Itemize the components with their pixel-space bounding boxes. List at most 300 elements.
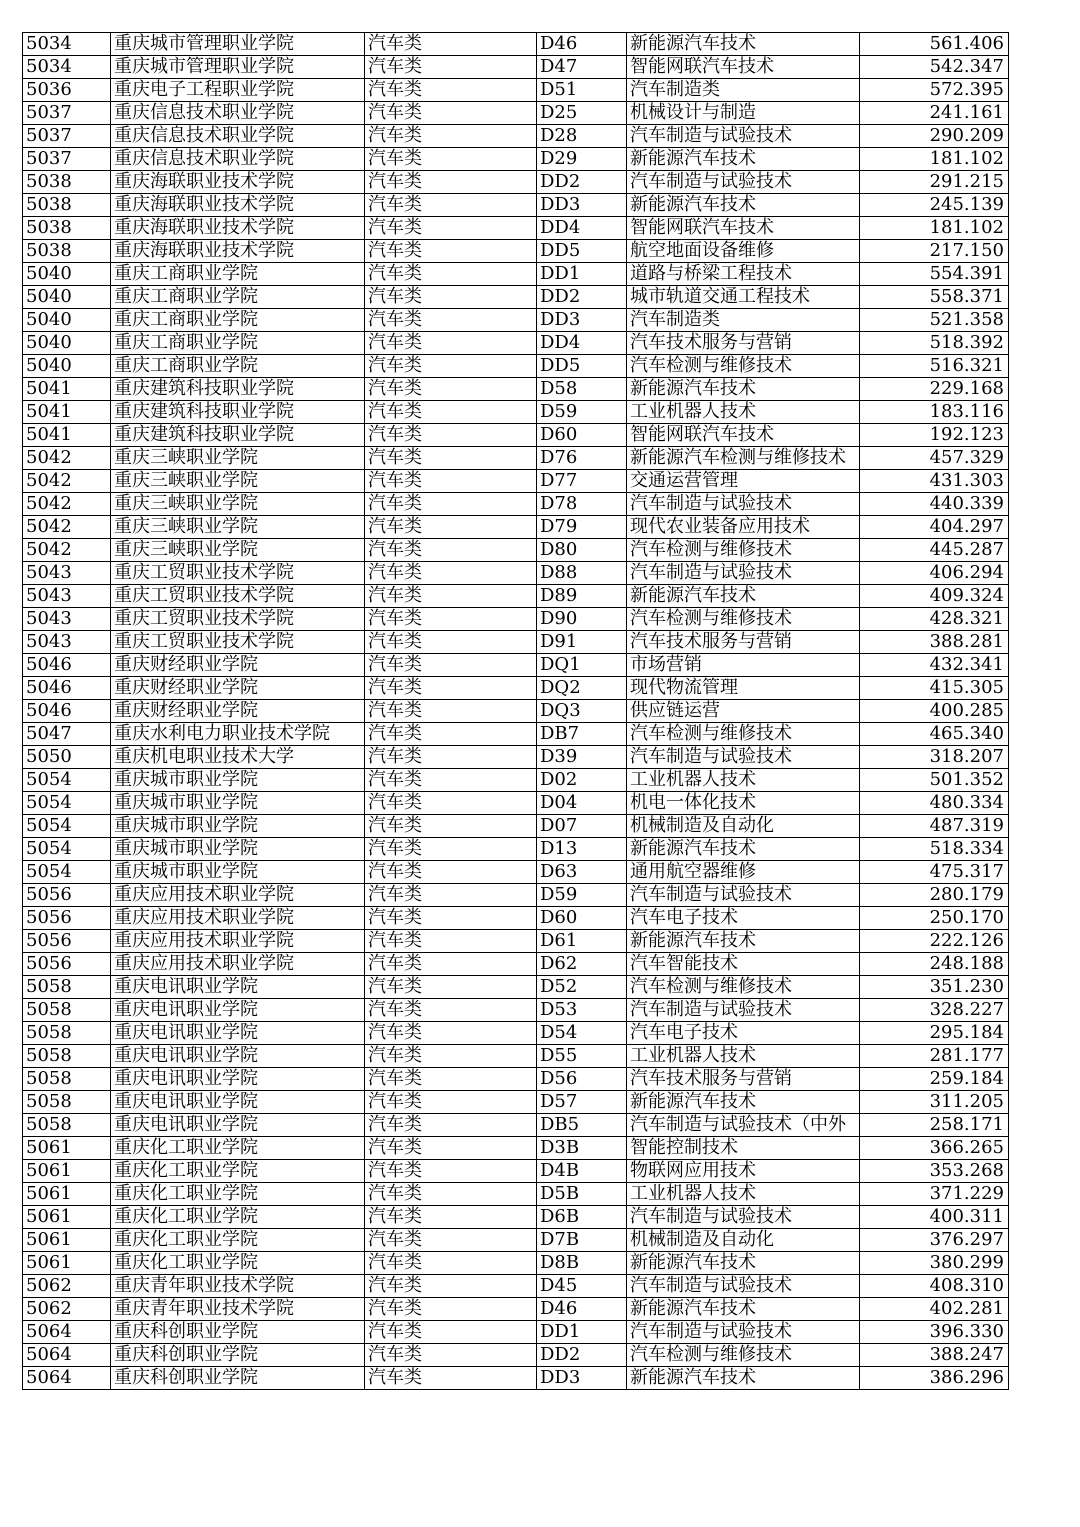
category-cell: 汽车类	[365, 1344, 537, 1367]
major-name-cell: 汽车制造与试验技术	[627, 125, 860, 148]
table-row	[23, 608, 1009, 631]
school-name-cell: 重庆青年职业技术学院	[111, 1275, 365, 1298]
major-name-cell: 机械制造及自动化	[627, 1229, 860, 1252]
table-row	[23, 1114, 1009, 1137]
major-code-cell: DD3	[537, 309, 627, 332]
major-name-cell: 汽车制造与试验技术	[627, 1275, 860, 1298]
school-name-cell: 重庆科创职业学院	[111, 1344, 365, 1367]
score-cell: 388.247	[860, 1344, 1009, 1367]
score-cell: 291.215	[860, 171, 1009, 194]
major-code-cell: D63	[537, 861, 627, 884]
score-cell: 241.161	[860, 102, 1009, 125]
category-cell: 汽车类	[365, 1298, 537, 1321]
table-row	[23, 907, 1009, 930]
major-name-cell: 市场营销	[627, 654, 860, 677]
major-name-cell: 汽车检测与维修技术	[627, 608, 860, 631]
table-row	[23, 1252, 1009, 1275]
school-name-cell: 重庆信息技术职业学院	[111, 125, 365, 148]
school-name-cell: 重庆三峡职业学院	[111, 516, 365, 539]
school-name-cell: 重庆工商职业学院	[111, 355, 365, 378]
score-table-sheet	[22, 32, 1008, 1390]
major-name-cell: 汽车检测与维修技术	[627, 723, 860, 746]
school-code-cell: 5042	[23, 447, 111, 470]
score-cell: 415.305	[860, 677, 1009, 700]
major-code-cell: D8B	[537, 1252, 627, 1275]
major-name-cell: 现代物流管理	[627, 677, 860, 700]
major-name-cell: 航空地面设备维修	[627, 240, 860, 263]
school-code-cell: 5061	[23, 1229, 111, 1252]
major-code-cell: D13	[537, 838, 627, 861]
category-cell: 汽车类	[365, 1114, 537, 1137]
major-name-cell: 智能网联汽车技术	[627, 56, 860, 79]
school-name-cell: 重庆工贸职业技术学院	[111, 608, 365, 631]
score-cell: 318.207	[860, 746, 1009, 769]
major-name-cell: 汽车制造与试验技术	[627, 1321, 860, 1344]
school-name-cell: 重庆三峡职业学院	[111, 447, 365, 470]
school-code-cell: 5040	[23, 332, 111, 355]
table-row	[23, 1137, 1009, 1160]
category-cell: 汽车类	[365, 56, 537, 79]
table-row	[23, 792, 1009, 815]
major-code-cell: D89	[537, 585, 627, 608]
score-cell: 487.319	[860, 815, 1009, 838]
score-cell: 554.391	[860, 263, 1009, 286]
school-code-cell: 5042	[23, 493, 111, 516]
major-name-cell: 通用航空器维修	[627, 861, 860, 884]
school-name-cell: 重庆城市管理职业学院	[111, 33, 365, 56]
score-cell: 351.230	[860, 976, 1009, 999]
category-cell: 汽车类	[365, 539, 537, 562]
category-cell: 汽车类	[365, 1091, 537, 1114]
school-code-cell: 5041	[23, 401, 111, 424]
category-cell: 汽车类	[365, 1022, 537, 1045]
score-cell: 518.334	[860, 838, 1009, 861]
table-body	[23, 33, 1009, 1390]
school-name-cell: 重庆青年职业技术学院	[111, 1298, 365, 1321]
score-cell: 259.184	[860, 1068, 1009, 1091]
major-code-cell: D28	[537, 125, 627, 148]
score-cell: 222.126	[860, 930, 1009, 953]
school-name-cell: 重庆城市职业学院	[111, 815, 365, 838]
major-name-cell: 机电一体化技术	[627, 792, 860, 815]
table-row	[23, 1091, 1009, 1114]
category-cell: 汽车类	[365, 769, 537, 792]
admission-score-table	[22, 32, 1009, 1390]
score-cell: 311.205	[860, 1091, 1009, 1114]
score-cell: 558.371	[860, 286, 1009, 309]
score-cell: 396.330	[860, 1321, 1009, 1344]
table-row	[23, 953, 1009, 976]
score-cell: 542.347	[860, 56, 1009, 79]
major-code-cell: D51	[537, 79, 627, 102]
major-code-cell: D5B	[537, 1183, 627, 1206]
school-code-cell: 5056	[23, 907, 111, 930]
score-cell: 457.329	[860, 447, 1009, 470]
table-row	[23, 884, 1009, 907]
category-cell: 汽车类	[365, 976, 537, 999]
school-name-cell: 重庆工商职业学院	[111, 332, 365, 355]
score-cell: 400.285	[860, 700, 1009, 723]
table-row	[23, 769, 1009, 792]
table-row	[23, 631, 1009, 654]
major-name-cell: 汽车智能技术	[627, 953, 860, 976]
major-code-cell: DD2	[537, 286, 627, 309]
table-row	[23, 815, 1009, 838]
school-name-cell: 重庆信息技术职业学院	[111, 102, 365, 125]
table-row	[23, 217, 1009, 240]
major-name-cell: 交通运营管理	[627, 470, 860, 493]
major-code-cell: D60	[537, 907, 627, 930]
table-row	[23, 401, 1009, 424]
table-row	[23, 1045, 1009, 1068]
table-row	[23, 700, 1009, 723]
category-cell: 汽车类	[365, 1045, 537, 1068]
table-row	[23, 838, 1009, 861]
category-cell: 汽车类	[365, 102, 537, 125]
major-code-cell: DD5	[537, 355, 627, 378]
category-cell: 汽车类	[365, 240, 537, 263]
major-name-cell: 汽车检测与维修技术	[627, 1344, 860, 1367]
major-code-cell: D53	[537, 999, 627, 1022]
school-name-cell: 重庆工商职业学院	[111, 309, 365, 332]
table-row	[23, 171, 1009, 194]
major-code-cell: D78	[537, 493, 627, 516]
table-row	[23, 424, 1009, 447]
major-name-cell: 工业机器人技术	[627, 769, 860, 792]
category-cell: 汽车类	[365, 631, 537, 654]
major-name-cell: 汽车制造类	[627, 79, 860, 102]
school-name-cell: 重庆机电职业技术大学	[111, 746, 365, 769]
major-code-cell: DB7	[537, 723, 627, 746]
major-name-cell: 新能源汽车技术	[627, 1367, 860, 1390]
school-code-cell: 5062	[23, 1298, 111, 1321]
score-cell: 181.102	[860, 148, 1009, 171]
school-name-cell: 重庆水利电力职业技术学院	[111, 723, 365, 746]
score-cell: 258.171	[860, 1114, 1009, 1137]
school-name-cell: 重庆应用技术职业学院	[111, 930, 365, 953]
category-cell: 汽车类	[365, 999, 537, 1022]
category-cell: 汽车类	[365, 424, 537, 447]
major-code-cell: D90	[537, 608, 627, 631]
category-cell: 汽车类	[365, 884, 537, 907]
major-code-cell: D80	[537, 539, 627, 562]
school-name-cell: 重庆电讯职业学院	[111, 1091, 365, 1114]
school-code-cell: 5038	[23, 217, 111, 240]
major-name-cell: 汽车技术服务与营销	[627, 631, 860, 654]
school-code-cell: 5040	[23, 355, 111, 378]
table-row	[23, 1206, 1009, 1229]
major-code-cell: D7B	[537, 1229, 627, 1252]
school-name-cell: 重庆电讯职业学院	[111, 1068, 365, 1091]
school-code-cell: 5034	[23, 56, 111, 79]
school-name-cell: 重庆信息技术职业学院	[111, 148, 365, 171]
school-name-cell: 重庆工贸职业技术学院	[111, 631, 365, 654]
major-code-cell: D4B	[537, 1160, 627, 1183]
table-row	[23, 148, 1009, 171]
score-cell: 192.123	[860, 424, 1009, 447]
table-row	[23, 999, 1009, 1022]
score-cell: 281.177	[860, 1045, 1009, 1068]
school-code-cell: 5038	[23, 240, 111, 263]
school-name-cell: 重庆化工职业学院	[111, 1252, 365, 1275]
major-code-cell: D45	[537, 1275, 627, 1298]
school-code-cell: 5064	[23, 1321, 111, 1344]
table-row	[23, 470, 1009, 493]
major-code-cell: D02	[537, 769, 627, 792]
table-row	[23, 33, 1009, 56]
score-cell: 371.229	[860, 1183, 1009, 1206]
school-code-cell: 5043	[23, 585, 111, 608]
table-row	[23, 1321, 1009, 1344]
category-cell: 汽车类	[365, 1252, 537, 1275]
category-cell: 汽车类	[365, 401, 537, 424]
school-name-cell: 重庆海联职业技术学院	[111, 217, 365, 240]
table-row	[23, 79, 1009, 102]
table-row	[23, 1367, 1009, 1390]
major-code-cell: DD4	[537, 332, 627, 355]
school-code-cell: 5037	[23, 102, 111, 125]
school-name-cell: 重庆财经职业学院	[111, 700, 365, 723]
table-row	[23, 102, 1009, 125]
major-code-cell: D07	[537, 815, 627, 838]
category-cell: 汽车类	[365, 286, 537, 309]
school-name-cell: 重庆电讯职业学院	[111, 1114, 365, 1137]
table-row	[23, 516, 1009, 539]
table-row	[23, 654, 1009, 677]
category-cell: 汽车类	[365, 148, 537, 171]
major-code-cell: D62	[537, 953, 627, 976]
school-code-cell: 5046	[23, 677, 111, 700]
score-cell: 290.209	[860, 125, 1009, 148]
school-code-cell: 5064	[23, 1367, 111, 1390]
school-name-cell: 重庆建筑科技职业学院	[111, 424, 365, 447]
school-code-cell: 5058	[23, 1091, 111, 1114]
major-code-cell: DD4	[537, 217, 627, 240]
school-name-cell: 重庆应用技术职业学院	[111, 907, 365, 930]
major-name-cell: 物联网应用技术	[627, 1160, 860, 1183]
table-row	[23, 1229, 1009, 1252]
school-name-cell: 重庆工商职业学院	[111, 286, 365, 309]
category-cell: 汽车类	[365, 838, 537, 861]
category-cell: 汽车类	[365, 309, 537, 332]
category-cell: 汽车类	[365, 815, 537, 838]
score-cell: 400.311	[860, 1206, 1009, 1229]
school-name-cell: 重庆工商职业学院	[111, 263, 365, 286]
major-code-cell: DD2	[537, 171, 627, 194]
score-cell: 572.395	[860, 79, 1009, 102]
table-row	[23, 309, 1009, 332]
category-cell: 汽车类	[365, 79, 537, 102]
table-row	[23, 861, 1009, 884]
school-name-cell: 重庆工贸职业技术学院	[111, 585, 365, 608]
major-code-cell: D58	[537, 378, 627, 401]
school-code-cell: 5040	[23, 309, 111, 332]
table-row	[23, 125, 1009, 148]
school-name-cell: 重庆建筑科技职业学院	[111, 378, 365, 401]
table-row	[23, 1298, 1009, 1321]
major-name-cell: 汽车制造与试验技术	[627, 746, 860, 769]
table-row	[23, 286, 1009, 309]
table-row	[23, 355, 1009, 378]
category-cell: 汽车类	[365, 654, 537, 677]
category-cell: 汽车类	[365, 1137, 537, 1160]
school-name-cell: 重庆三峡职业学院	[111, 493, 365, 516]
school-name-cell: 重庆城市管理职业学院	[111, 56, 365, 79]
major-name-cell: 供应链运营	[627, 700, 860, 723]
school-code-cell: 5061	[23, 1252, 111, 1275]
score-cell: 465.340	[860, 723, 1009, 746]
school-name-cell: 重庆电子工程职业学院	[111, 79, 365, 102]
score-cell: 248.188	[860, 953, 1009, 976]
major-name-cell: 汽车检测与维修技术	[627, 976, 860, 999]
major-code-cell: D59	[537, 884, 627, 907]
category-cell: 汽车类	[365, 1160, 537, 1183]
school-code-cell: 5050	[23, 746, 111, 769]
score-cell: 521.358	[860, 309, 1009, 332]
score-cell: 408.310	[860, 1275, 1009, 1298]
major-code-cell: D61	[537, 930, 627, 953]
school-code-cell: 5054	[23, 838, 111, 861]
score-cell: 386.296	[860, 1367, 1009, 1390]
major-name-cell: 汽车检测与维修技术	[627, 355, 860, 378]
major-code-cell: DD3	[537, 194, 627, 217]
school-code-cell: 5041	[23, 378, 111, 401]
category-cell: 汽车类	[365, 677, 537, 700]
school-name-cell: 重庆应用技术职业学院	[111, 953, 365, 976]
table-row	[23, 930, 1009, 953]
category-cell: 汽车类	[365, 1068, 537, 1091]
school-code-cell: 5040	[23, 263, 111, 286]
score-cell: 402.281	[860, 1298, 1009, 1321]
category-cell: 汽车类	[365, 953, 537, 976]
category-cell: 汽车类	[365, 378, 537, 401]
school-code-cell: 5064	[23, 1344, 111, 1367]
category-cell: 汽车类	[365, 792, 537, 815]
school-code-cell: 5058	[23, 1114, 111, 1137]
school-name-cell: 重庆应用技术职业学院	[111, 884, 365, 907]
major-name-cell: 汽车检测与维修技术	[627, 539, 860, 562]
school-code-cell: 5038	[23, 194, 111, 217]
category-cell: 汽车类	[365, 608, 537, 631]
category-cell: 汽车类	[365, 125, 537, 148]
category-cell: 汽车类	[365, 930, 537, 953]
major-code-cell: DB5	[537, 1114, 627, 1137]
category-cell: 汽车类	[365, 516, 537, 539]
score-cell: 518.392	[860, 332, 1009, 355]
school-name-cell: 重庆化工职业学院	[111, 1137, 365, 1160]
major-name-cell: 现代农业装备应用技术	[627, 516, 860, 539]
school-name-cell: 重庆海联职业技术学院	[111, 171, 365, 194]
major-code-cell: D52	[537, 976, 627, 999]
school-name-cell: 重庆化工职业学院	[111, 1183, 365, 1206]
major-code-cell: D57	[537, 1091, 627, 1114]
major-code-cell: D29	[537, 148, 627, 171]
school-name-cell: 重庆海联职业技术学院	[111, 194, 365, 217]
score-cell: 366.265	[860, 1137, 1009, 1160]
school-name-cell: 重庆电讯职业学院	[111, 976, 365, 999]
major-code-cell: D91	[537, 631, 627, 654]
score-cell: 561.406	[860, 33, 1009, 56]
school-code-cell: 5058	[23, 1022, 111, 1045]
category-cell: 汽车类	[365, 1183, 537, 1206]
major-name-cell: 汽车制造与试验技术（中外	[627, 1114, 860, 1137]
category-cell: 汽车类	[365, 562, 537, 585]
major-name-cell: 新能源汽车技术	[627, 585, 860, 608]
category-cell: 汽车类	[365, 1321, 537, 1344]
school-code-cell: 5041	[23, 424, 111, 447]
major-name-cell: 新能源汽车技术	[627, 838, 860, 861]
category-cell: 汽车类	[365, 355, 537, 378]
table-row	[23, 585, 1009, 608]
school-code-cell: 5034	[23, 33, 111, 56]
category-cell: 汽车类	[365, 861, 537, 884]
major-name-cell: 汽车制造与试验技术	[627, 171, 860, 194]
category-cell: 汽车类	[365, 907, 537, 930]
school-name-cell: 重庆电讯职业学院	[111, 1045, 365, 1068]
major-name-cell: 汽车电子技术	[627, 1022, 860, 1045]
major-name-cell: 汽车技术服务与营销	[627, 332, 860, 355]
major-name-cell: 智能网联汽车技术	[627, 424, 860, 447]
school-name-cell: 重庆财经职业学院	[111, 677, 365, 700]
table-row	[23, 539, 1009, 562]
school-name-cell: 重庆化工职业学院	[111, 1160, 365, 1183]
major-name-cell: 汽车制造与试验技术	[627, 1206, 860, 1229]
major-code-cell: D39	[537, 746, 627, 769]
major-name-cell: 新能源汽车技术	[627, 148, 860, 171]
school-code-cell: 5043	[23, 608, 111, 631]
score-cell: 217.150	[860, 240, 1009, 263]
school-name-cell: 重庆三峡职业学院	[111, 470, 365, 493]
school-code-cell: 5042	[23, 516, 111, 539]
major-name-cell: 新能源汽车技术	[627, 1091, 860, 1114]
table-row	[23, 493, 1009, 516]
score-cell: 280.179	[860, 884, 1009, 907]
table-row	[23, 194, 1009, 217]
category-cell: 汽车类	[365, 700, 537, 723]
table-row	[23, 723, 1009, 746]
table-row	[23, 240, 1009, 263]
school-code-cell: 5046	[23, 654, 111, 677]
table-row	[23, 746, 1009, 769]
category-cell: 汽车类	[365, 746, 537, 769]
school-code-cell: 5036	[23, 79, 111, 102]
category-cell: 汽车类	[365, 263, 537, 286]
major-code-cell: D6B	[537, 1206, 627, 1229]
school-code-cell: 5040	[23, 286, 111, 309]
major-name-cell: 智能控制技术	[627, 1137, 860, 1160]
score-cell: 404.297	[860, 516, 1009, 539]
school-code-cell: 5042	[23, 539, 111, 562]
major-code-cell: D3B	[537, 1137, 627, 1160]
category-cell: 汽车类	[365, 1367, 537, 1390]
major-name-cell: 新能源汽车技术	[627, 33, 860, 56]
table-row	[23, 1183, 1009, 1206]
major-code-cell: D56	[537, 1068, 627, 1091]
category-cell: 汽车类	[365, 1206, 537, 1229]
category-cell: 汽车类	[365, 447, 537, 470]
score-cell: 480.334	[860, 792, 1009, 815]
major-code-cell: D88	[537, 562, 627, 585]
score-cell: 295.184	[860, 1022, 1009, 1045]
major-name-cell: 新能源汽车技术	[627, 378, 860, 401]
table-row	[23, 1068, 1009, 1091]
table-row	[23, 378, 1009, 401]
major-code-cell: DD2	[537, 1344, 627, 1367]
school-code-cell: 5042	[23, 470, 111, 493]
major-name-cell: 汽车技术服务与营销	[627, 1068, 860, 1091]
major-code-cell: D60	[537, 424, 627, 447]
category-cell: 汽车类	[365, 1275, 537, 1298]
